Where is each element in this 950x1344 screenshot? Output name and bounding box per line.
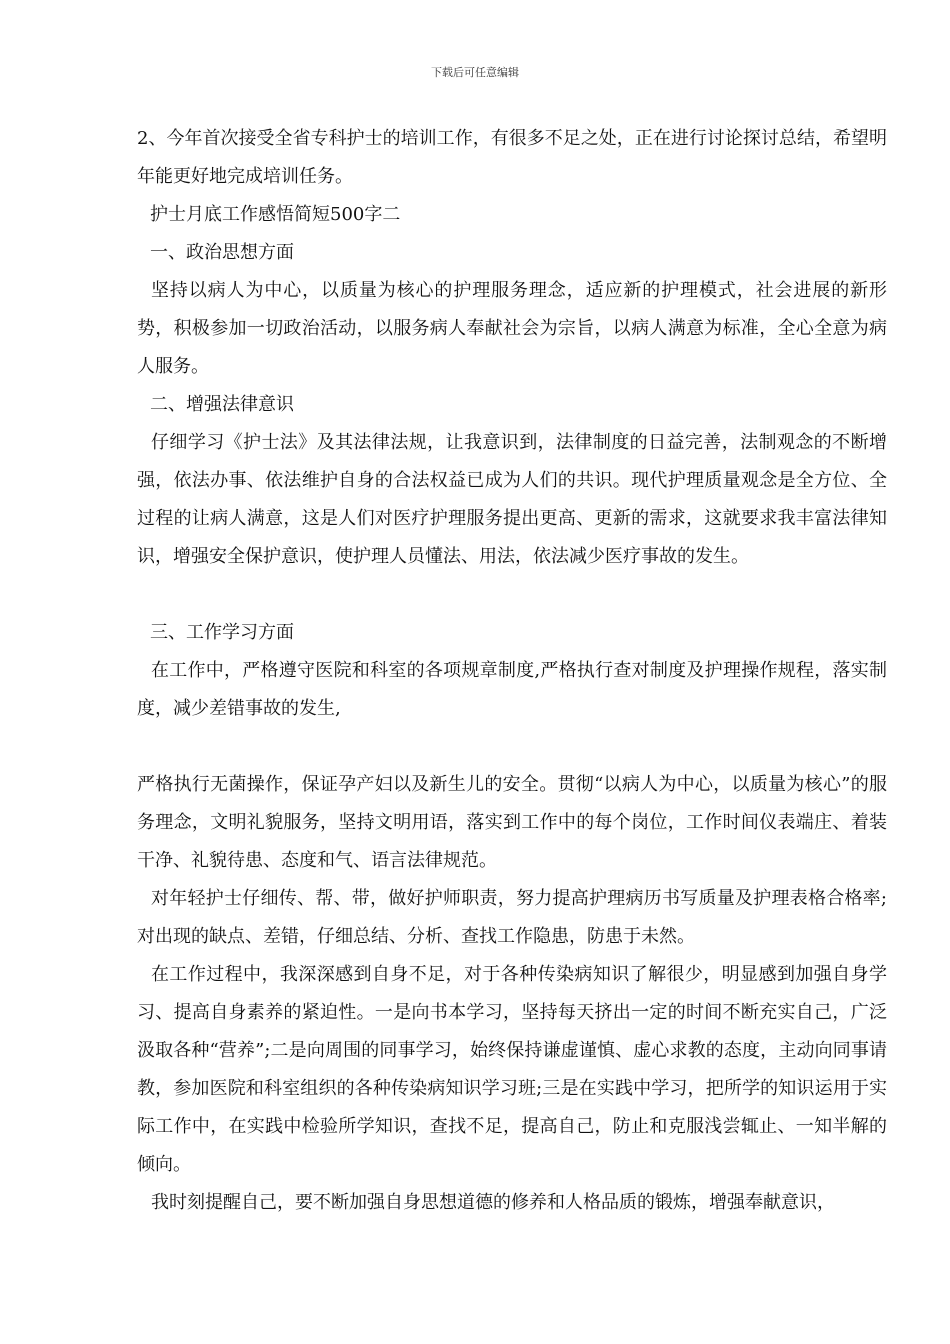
heading-legal-awareness: 二、增强法律意识 — [150, 394, 294, 415]
paragraph-work-rules: 在工作中，严格遵守医院和科室的各项规章制度,严格执行查对制度及护理操作规程，落实制度，减少差错事故的发生, — [137, 660, 887, 719]
paragraph-mentoring: 对年轻护士仔细传、帮、带，做好护师职责，努力提高护理病历书写质量及护理表格合格率;对出现的缺点、差错，仔细总结、分析、查找工作隐患，防患于未然。 — [137, 888, 887, 947]
paragraph-self-study: 在工作过程中，我深深感到自身不足，对于各种传染病知识了解很少，明显感到加强自身学习、提高自身素养的紧迫性。一是向书本学习，坚持每天挤出一定的时间不断充实自己，广泛汲取各种“营养”;二是向周围的同事学习，始终保持谦虚谨慎、虚心求教的态度，主动向同事请教，参加医院和科室组织的各种传染病知识学习班;三是在实践中学习，把所学的知识运用于实际工作中，在实践中检验所学知识，查找不足，提高自己，防止和克服浅尝辄止、一知半解的倾向。 — [137, 964, 887, 1175]
paragraph-legal-awareness: 仔细学习《护士法》及其法律法规，让我意识到，法律制度的日益完善，法制观念的不断增强，依法办事、依法维护自身的合法权益已成为人们的共识。现代护理质量观念是全方位、全过程的让病人满意，这是人们对医疗护理服务提出更高、更新的需求，这就要求我丰富法律知识，增强安全保护意识，使护理人员懂法、用法，依法减少医疗事故的发生。 — [137, 432, 887, 567]
paragraph-political-thought: 坚持以病人为中心，以质量为核心的护理服务理念，适应新的护理模式，社会进展的新形势，积极参加一切政治活动，以服务病人奉献社会为宗旨，以病人满意为标准，全心全意为病人服务。 — [137, 280, 887, 377]
heading-political-thought: 一、政治思想方面 — [150, 242, 294, 263]
heading-work-study: 三、工作学习方面 — [150, 622, 294, 643]
document-title: 护士月底工作感悟简短500字二 — [150, 204, 401, 225]
page-header: 下载后可任意编辑 — [431, 66, 519, 79]
paragraph-training-summary: 2、今年首次接受全省专科护士的培训工作，有很多不足之处，正在进行讨论探讨总结，希望明年能更好地完成培训任务。 — [137, 128, 887, 187]
paragraph-self-reminder: 我时刻提醒自己，要不断加强自身思想道德的修养和人格品质的锻炼，增强奉献意识， — [151, 1192, 835, 1213]
paragraph-aseptic-operation: 严格执行无菌操作，保证孕产妇以及新生儿的安全。贯彻“以病人为中心，以质量为核心”的服务理念，文明礼貌服务，坚持文明用语，落实到工作中的每个岗位，工作时间仪表端庄、着装干净、礼貌待患、态度和气、语言法律规范。 — [137, 774, 887, 871]
